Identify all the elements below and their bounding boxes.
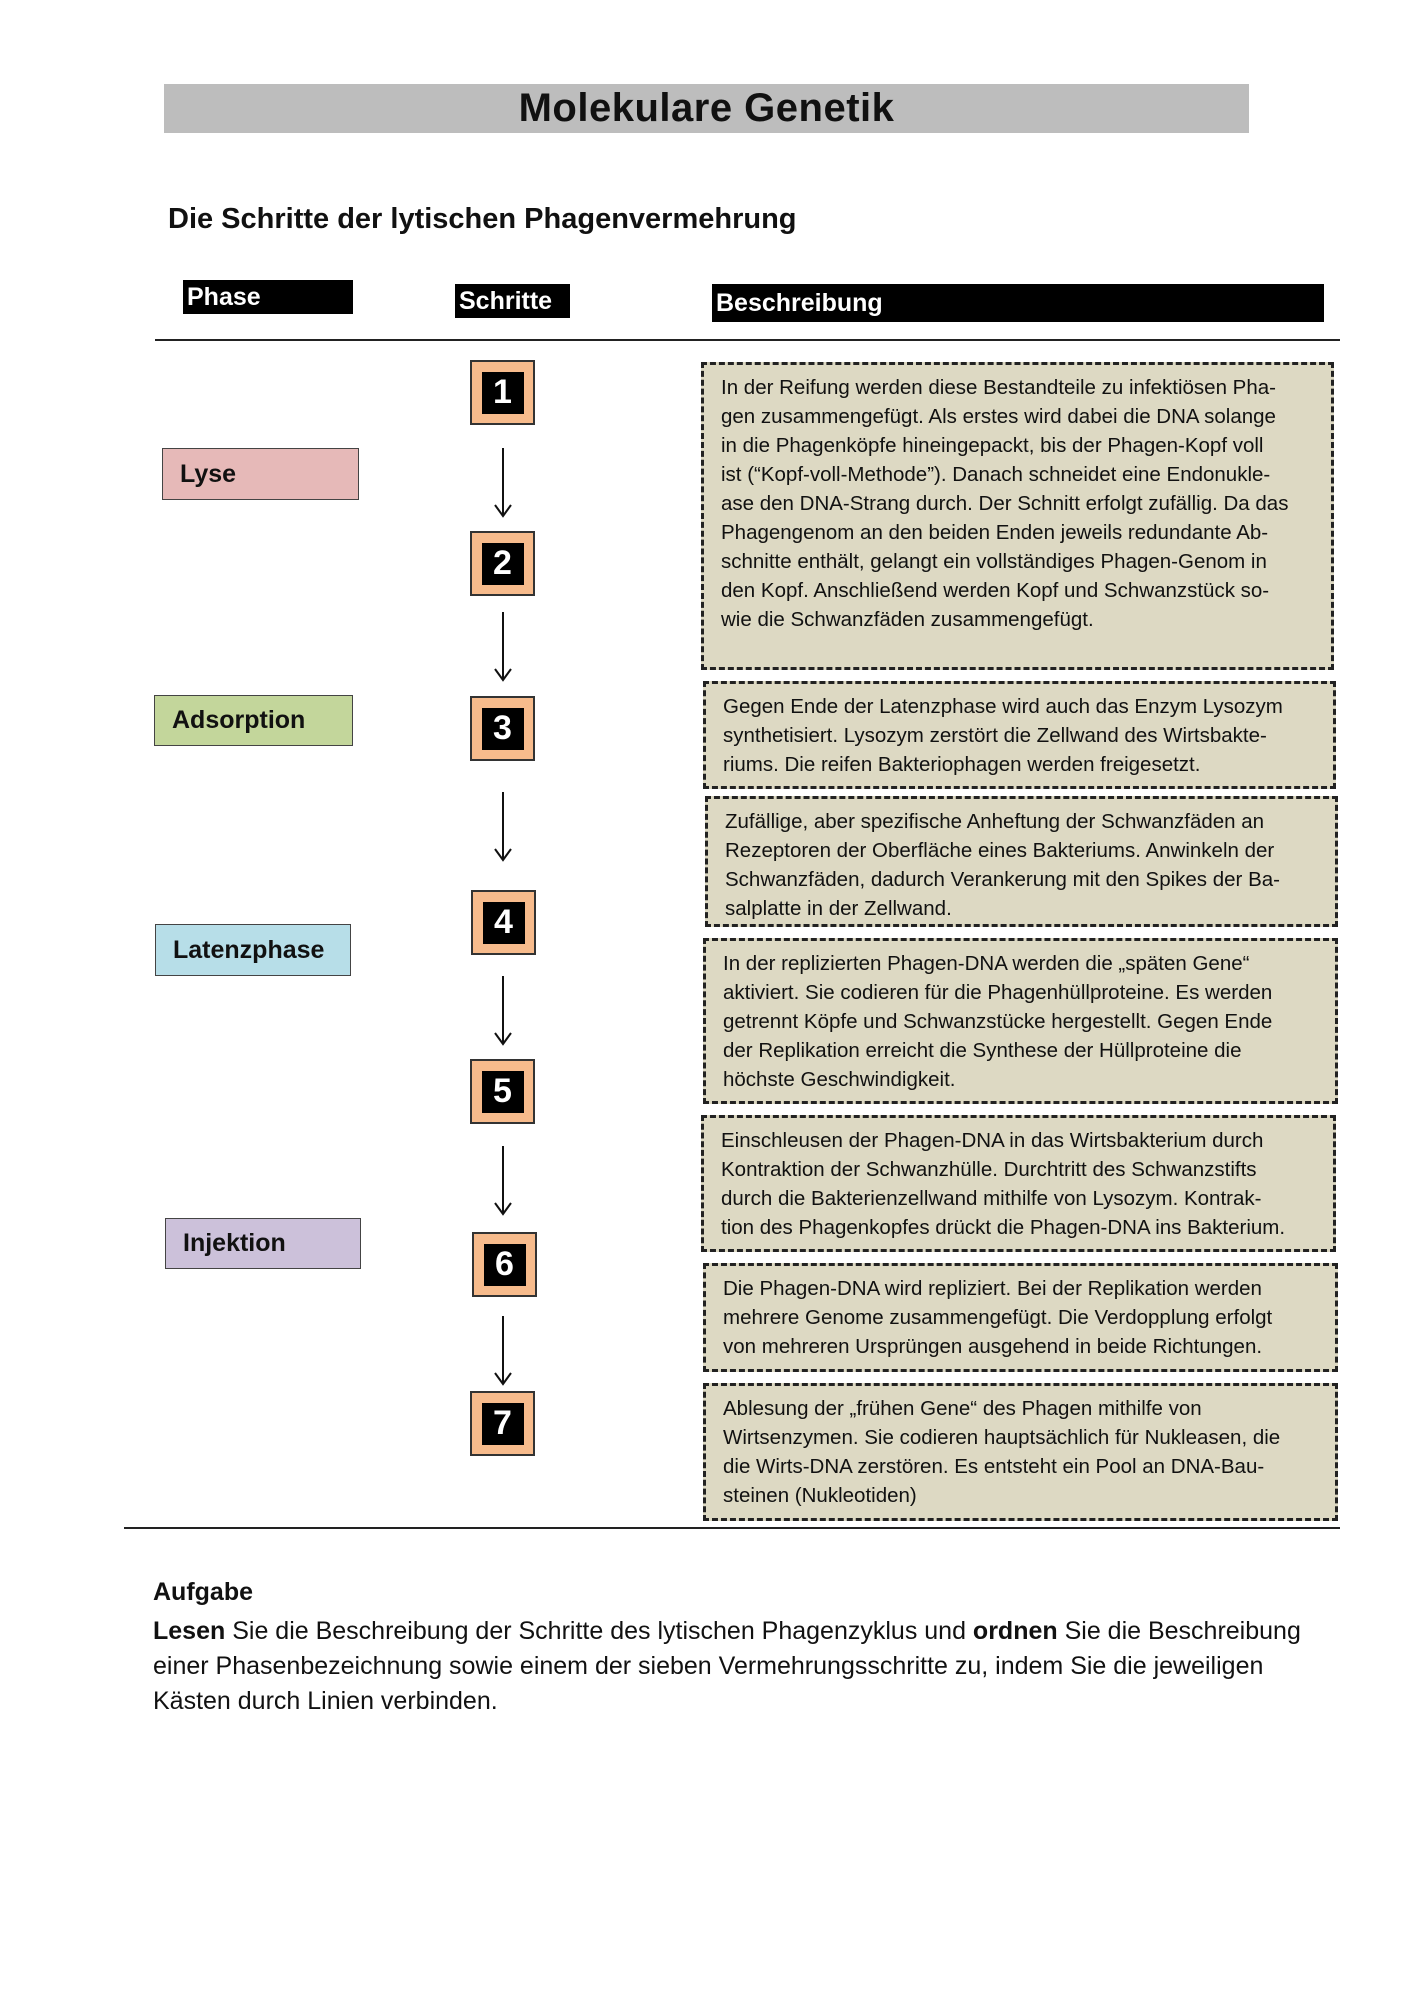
description-line: tion des Phagenkopfes drückt die Phagen-DNA ins Bakterium. — [721, 1216, 1286, 1239]
task-verb-read: Lesen — [153, 1617, 226, 1645]
step-box-6[interactable] — [472, 1232, 537, 1297]
description-line: getrennt Köpfe und Schwanzstücke hergestellt. Gegen Ende — [723, 1010, 1273, 1033]
phase-label: Latenzphase — [173, 935, 325, 964]
description-line: gen zusammengefügt. Als erstes wird dabei die DNA solange — [721, 405, 1276, 428]
table-bottom-rule — [124, 1527, 1340, 1529]
description-line: der Replikation erreicht die Synthese der Hüllproteine die — [723, 1039, 1242, 1062]
step-number: 7 — [482, 1403, 524, 1445]
down-arrow-icon — [491, 1146, 515, 1216]
down-arrow-icon — [491, 1316, 515, 1386]
step-number: 4 — [483, 902, 525, 944]
description-line: mehrere Genome zusammengefügt. Die Verdopplung erfolgt — [723, 1306, 1273, 1329]
description-line: Zufällige, aber spezifische Anheftung der Schwanzfäden an — [725, 810, 1265, 833]
description-line: Schwanzfäden, dadurch Verankerung mit den Spikes der Ba- — [725, 868, 1280, 891]
phase-label: Adsorption — [172, 706, 306, 734]
page-title: Molekulare Genetik — [164, 84, 1249, 133]
phase-label: Lyse — [180, 459, 237, 488]
step-number: 1 — [482, 372, 524, 414]
column-header-steps: Schritte — [455, 284, 570, 318]
step-number: 3 — [482, 708, 524, 750]
description-line: höchste Geschwindigkeit. — [723, 1068, 956, 1091]
phase-box-injektion[interactable] — [165, 1218, 361, 1269]
table-top-rule — [155, 339, 1340, 341]
description-box-f[interactable] — [703, 1263, 1338, 1372]
down-arrow-icon — [491, 976, 515, 1046]
description-line: Wirtsenzymen. Sie codieren hauptsächlich für Nukleasen, die — [723, 1426, 1281, 1449]
phase-label: Injektion — [183, 1229, 286, 1257]
description-line: Kontraktion der Schwanzhülle. Durchtritt des Schwanzstifts — [721, 1158, 1257, 1181]
task-verb-order: ordnen — [972, 1617, 1058, 1645]
worksheet-subtitle: Die Schritte der lytischen Phagenvermehrung — [168, 203, 797, 235]
description-line: die Wirts-DNA zerstören. Es entsteht ein Pool an DNA-Bau- — [723, 1455, 1265, 1478]
step-box-4[interactable] — [471, 890, 536, 955]
description-line: ase den DNA-Strang durch. Der Schnitt erfolgt zufällig. Da das — [721, 492, 1289, 515]
description-line: riums. Die reifen Bakteriophagen werden freigesetzt. — [723, 753, 1201, 776]
phase-box-latenzphase[interactable] — [155, 924, 351, 976]
step-box-3[interactable] — [470, 696, 535, 761]
step-box-1[interactable] — [470, 360, 535, 425]
description-box-b[interactable] — [703, 681, 1336, 789]
description-line: synthetisiert. Lysozym zerstört die Zellwand des Wirtsbakte- — [723, 724, 1267, 747]
step-box-7[interactable] — [470, 1391, 535, 1456]
down-arrow-icon — [491, 612, 515, 682]
description-line: steinen (Nukleotiden) — [723, 1484, 917, 1507]
description-line: in die Phagenköpfe hineingepackt, bis der Phagen-Kopf voll — [721, 434, 1264, 457]
description-box-e[interactable] — [701, 1115, 1336, 1252]
column-header-description: Beschreibung — [712, 284, 1324, 322]
description-line: Die Phagen-DNA wird repliziert. Bei der Replikation werden — [723, 1277, 1262, 1300]
description-line: aktiviert. Sie codieren für die Phagenhüllproteine. Es werden — [723, 981, 1273, 1004]
description-line: Ablesung der „frühen Gene“ des Phagen mithilfe von — [723, 1397, 1202, 1420]
description-line: wie die Schwanzfäden zusammengefügt. — [721, 608, 1094, 631]
description-line: durch die Bakterienzellwand mithilfe von Lysozym. Kontrak- — [721, 1187, 1262, 1210]
description-box-a[interactable] — [701, 362, 1334, 670]
phase-box-lyse[interactable] — [162, 448, 359, 500]
phase-box-adsorption[interactable] — [154, 695, 353, 746]
down-arrow-icon — [491, 792, 515, 862]
description-line: ist (“Kopf-voll-Methode”). Danach schneidet eine Endonukle- — [721, 463, 1271, 486]
description-line: Rezeptoren der Oberfläche eines Bakteriums. Anwinkeln der — [725, 839, 1275, 862]
description-line: In der replizierten Phagen-DNA werden die „späten Gene“ — [723, 952, 1250, 975]
task-text-part: Sie die Beschreibung der Schritte des lytischen Phagenzyklus und — [225, 1617, 973, 1645]
description-line: Phagengenom an den beiden Enden jeweils redundante Ab- — [721, 521, 1269, 544]
task-heading: Aufgabe — [153, 1578, 253, 1606]
description-line: salplatte in der Zellwand. — [725, 897, 952, 920]
task-text — [153, 1614, 1333, 1719]
step-number: 2 — [482, 543, 524, 585]
description-line: Gegen Ende der Latenzphase wird auch das Enzym Lysozym — [723, 695, 1283, 718]
step-box-2[interactable] — [470, 531, 535, 596]
description-box-d[interactable] — [703, 938, 1338, 1104]
description-line: den Kopf. Anschließend werden Kopf und Schwanzstück so- — [721, 579, 1270, 602]
down-arrow-icon — [491, 448, 515, 518]
description-line: In der Reifung werden diese Bestandteile zu infektiösen Pha- — [721, 376, 1276, 399]
column-header-phase: Phase — [183, 280, 353, 314]
description-line: schnitte enthält, gelangt ein vollständiges Phagen-Genom in — [721, 550, 1267, 573]
description-box-g[interactable] — [703, 1383, 1338, 1521]
step-number: 6 — [484, 1244, 526, 1286]
description-line: von mehreren Ursprüngen ausgehend in beide Richtungen. — [723, 1335, 1263, 1358]
description-box-c[interactable] — [705, 796, 1338, 927]
step-box-5[interactable] — [470, 1059, 535, 1124]
step-number: 5 — [482, 1071, 524, 1113]
description-line: Einschleusen der Phagen-DNA in das Wirtsbakterium durch — [721, 1129, 1264, 1152]
task-text-part: Sie die Beschreibung einer Phasenbezeichnung sowie einem der sieben Vermehrungsschritte zu, indem Sie die jeweiligen Kästen durch Linien verbinden. — [153, 1617, 1301, 1715]
